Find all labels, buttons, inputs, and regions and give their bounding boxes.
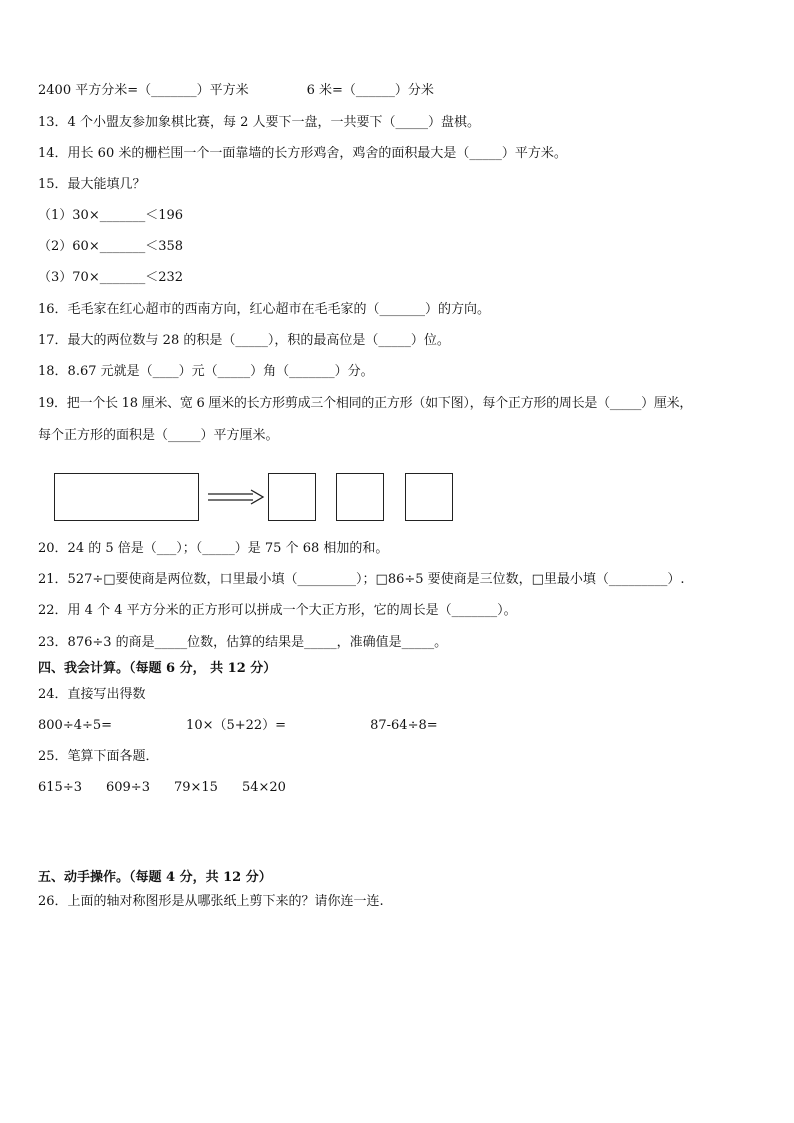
question-25: 25．笔算下面各题． [38,749,159,764]
question-14: 14．用长 60 米的栅栏围一个一面靠墙的长方形鸡舍，鸡舍的面积最大是（_____）平方米。 [38,146,567,161]
question-21: 21．527÷□要使商是两位数，口里最小填（_________）；□86÷5 要使商是三位数，□里最小填（_________）. [38,572,685,587]
question-15-part-3: （3）70×_______＜232 [38,270,184,285]
question-18: 18．8.67 元就是（____）元（_____）角（_______）分。 [38,364,374,379]
question-13: 13．4 个小盟友参加象棋比赛，每 2 人要下一盘，一共要下（_____）盘棋。 [38,115,480,130]
question-20: 20．24 的 5 倍是（___）；（_____）是 75 个 68 相加的和。 [38,541,389,556]
right-arrow-icon [207,489,265,505]
square-3 [405,473,453,521]
expression-2: 10×（5+22）= [186,718,287,733]
question-26: 26．上面的轴对称图形是从哪张纸上剪下来的？请你连一连. [38,894,384,909]
question-23: 23．876÷3 的商是_____位数，估算的结果是_____，准确值是_____。 [38,635,448,650]
question-25-expressions [38,779,286,797]
multiplication-1: 79×15 [173,780,218,795]
division-1: 615÷3 [38,780,82,795]
question-15: 15．最大能填几？ [38,177,146,192]
question-19-line-1: 19．把一个长 18 厘米、宽 6 厘米的长方形剪成三个相同的正方形（如下图），每个正方形的周长是（_____）厘米， [38,396,693,411]
expression-3: 87-64÷8= [370,718,438,733]
square-2 [336,473,384,521]
question-15-part-1: （1）30×_______＜196 [38,208,184,223]
section-4-heading: 四、我会计算。（每题 6 分， 共 12 分） [38,661,277,676]
length-conversion: 6 米=（______）分米 [306,83,434,98]
division-2: 609÷3 [105,780,150,795]
square-1 [268,473,316,521]
original-rectangle [54,473,199,521]
multiplication-2: 54×20 [241,780,286,795]
area-conversion: 2400 平方分米=（_______）平方米 [38,83,249,98]
question-16: 16．毛毛家在红心超市的西南方向，红心超市在毛毛家的（_______）的方向。 [38,302,491,317]
question-22: 22．用 4 个 4 平方分米的正方形可以拼成一个大正方形，它的周长是（_______）。 [38,603,517,618]
question-17: 17．最大的两位数与 28 的积是（_____），积的最高位是（_____）位。 [38,333,450,348]
question-24-expressions [38,717,438,735]
section-5-heading: 五、动手操作。（每题 4 分，共 12 分） [38,870,272,885]
question-24: 24．直接写出得数 [38,687,146,702]
expression-1: 800÷4÷5= [38,718,113,733]
q12-conversion-line [38,82,434,100]
question-15-part-2: （2）60×_______＜358 [38,239,184,254]
question-19-line-2: 每个正方形的面积是（_____）平方厘米。 [38,428,279,443]
